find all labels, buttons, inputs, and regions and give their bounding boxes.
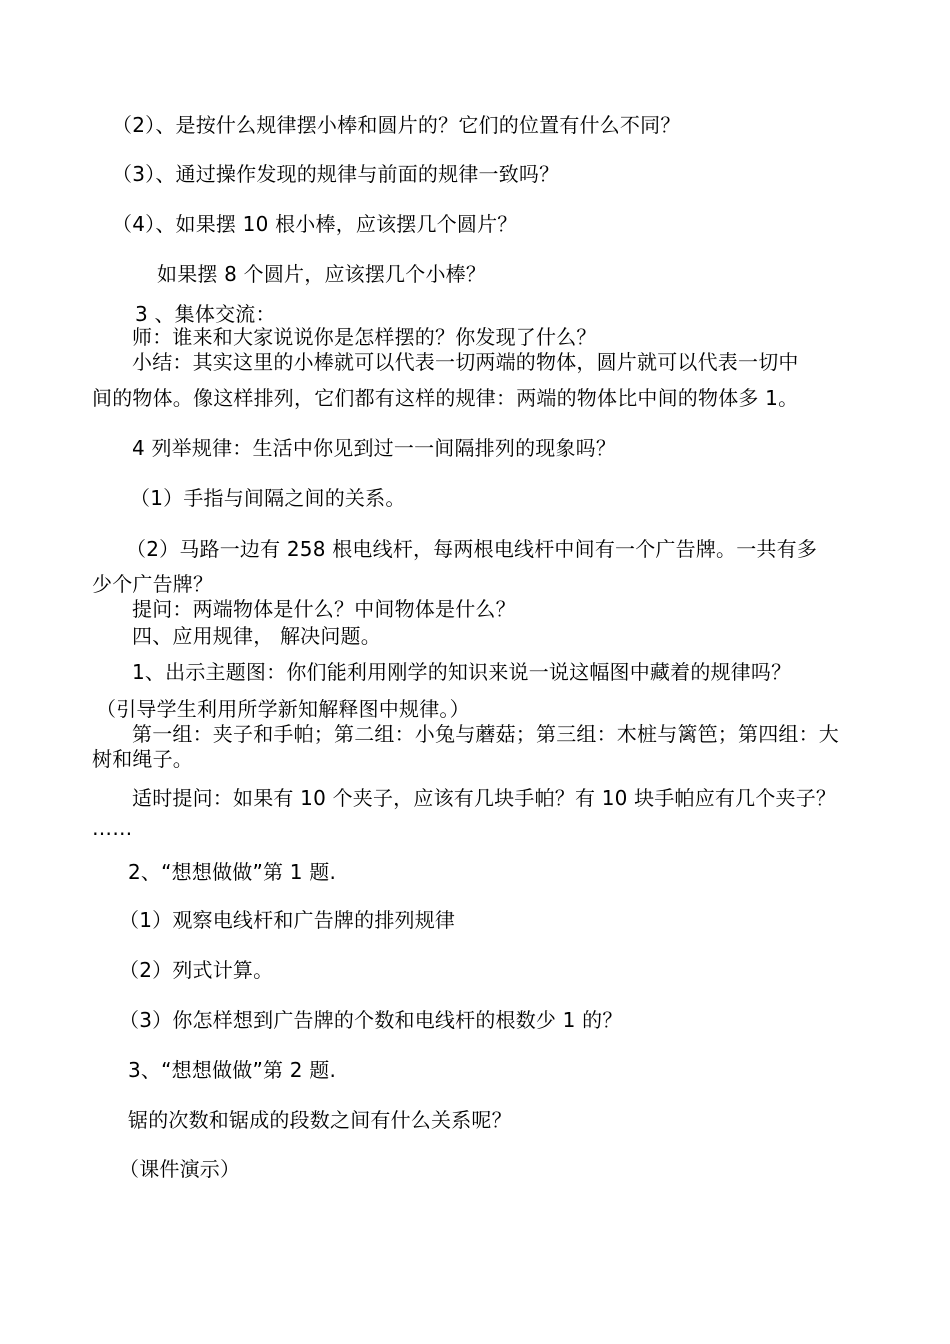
question-4-text: （4）、如果摆 10 根小棒，应该摆几个圆片？ [112, 212, 518, 236]
courseware-demo-text: （课件演示） [119, 1157, 241, 1181]
saw-question-text: 锯的次数和锯成的段数之间有什么关系呢？ [128, 1108, 512, 1132]
question-3-text: （3）、通过操作发现的规律与前面的规律一致吗？ [112, 162, 560, 186]
timely-question-ellipsis: …… [92, 816, 133, 840]
section-four-heading: 四、应用规律， 解决问题。 [132, 624, 381, 648]
section-4-heading: 4 列举规律：生活中你见到过一一间隔排列的现象吗？ [132, 436, 617, 460]
question-4-followup-text: 如果摆 8 个圆片，应该摆几个小棒？ [157, 262, 487, 286]
step-1-line-2: （引导学生利用所学新知解释图中规律。） [96, 697, 470, 721]
step-1-line-1: 1、出示主题图：你们能利用刚学的知识来说一说这幅图中藏着的规律吗？ [132, 660, 792, 684]
summary-line-1: 小结：其实这里的小棒就可以代表一切两端的物体，圆片就可以代表一切中 [132, 350, 799, 374]
item-1-text: （1）手指与间隔之间的关系。 [130, 486, 406, 510]
prompt-question-text: 提问：两端物体是什么？中间物体是什么？ [132, 597, 516, 621]
question-2-text: （2）、是按什么规律摆小棒和圆片的？它们的位置有什么不同？ [112, 113, 681, 137]
exercise-1-item-2: （2）列式计算。 [119, 958, 274, 982]
exercise-1-item-1: （1）观察电线杆和广告牌的排列规律 [119, 908, 456, 932]
item-2-line-1: （2）马路一边有 258 根电线杆，每两根电线杆中间有一个广告牌。一共有多 [126, 537, 818, 561]
exercise-1-item-3: （3）你怎样想到广告牌的个数和电线杆的根数少 1 的？ [119, 1008, 623, 1032]
groups-line-2: 树和绳子。 [92, 747, 193, 771]
item-2-line-2: 少个广告牌？ [92, 572, 214, 596]
timely-question-line-1: 适时提问：如果有 10 个夹子，应该有几块手帕？有 10 块手帕应有几个夹子？ [132, 786, 837, 810]
groups-line-1: 第一组：夹子和手帕；第二组：小兔与蘑菇；第三组：木桩与篱笆；第四组：大 [132, 722, 839, 746]
exercise-2-heading: 3、“想想做做”第 2 题. [128, 1058, 337, 1082]
summary-line-2: 间的物体。像这样排列，它们都有这样的规律：两端的物体比中间的物体多 1。 [92, 386, 799, 410]
section-3-heading: 3 、集体交流： [135, 302, 276, 326]
teacher-question-text: 师：谁来和大家说说你是怎样摆的？你发现了什么？ [132, 325, 597, 349]
exercise-1-heading: 2、“想想做做”第 1 题. [128, 860, 337, 884]
